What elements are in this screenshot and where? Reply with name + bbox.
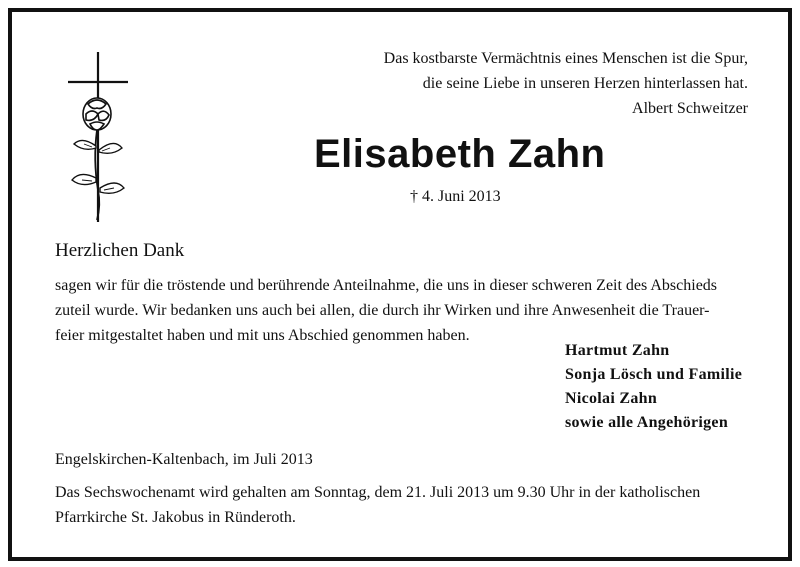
quote-line: Das kostbarste Vermächtnis eines Menschen ist die Spur, xyxy=(383,50,748,67)
thanks-line: sagen wir für die tröstende und berührende Anteilnahme, die uns in dieser schweren Zeit des Abschieds xyxy=(55,277,718,294)
thanks-line: zuteil wurde. Wir bedanken uns auch bei allen, die durch ihr Wirken und ihre Anwesenheit die Trauer- xyxy=(55,302,710,319)
quote-block xyxy=(384,46,748,121)
service-line: Pfarrkirche St. Jakobus in Ründeroth. xyxy=(55,509,296,526)
thanks-heading: Herzlichen Dank xyxy=(55,240,185,261)
thanks-line: feier mitgestaltet haben und mit uns Abschied genommen haben. xyxy=(55,327,470,344)
place-date: Engelskirchen-Kaltenbach, im Juli 2013 xyxy=(55,451,313,468)
cross-with-rose-icon xyxy=(62,50,134,225)
service-info xyxy=(55,480,745,530)
signer: Sonja Lösch und Familie xyxy=(565,366,743,383)
thanks-text xyxy=(55,273,745,348)
signer: Nicolai Zahn xyxy=(565,390,658,407)
quote-line: die seine Liebe in unseren Herzen hinterlassen hat. xyxy=(422,75,748,92)
signers-list xyxy=(565,339,742,435)
deceased-name: Elisabeth Zahn xyxy=(314,132,606,176)
service-line: Das Sechswochenamt wird gehalten am Sonntag, dem 21. Juli 2013 um 9.30 Uhr in der katholischen xyxy=(55,484,701,501)
quote-author: Albert Schweitzer xyxy=(632,100,748,117)
death-date: † 4. Juni 2013 xyxy=(410,188,501,205)
signer: sowie alle Angehörigen xyxy=(565,414,729,431)
signer: Hartmut Zahn xyxy=(565,342,670,359)
